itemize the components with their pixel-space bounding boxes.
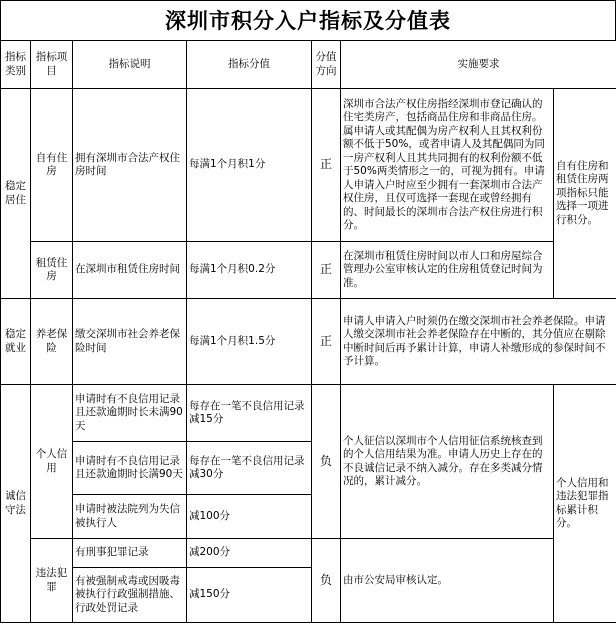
table-row xyxy=(1,89,616,242)
score-own-housing: 每满1个月积1分 xyxy=(187,89,312,242)
score-credit-1: 每存在一笔不良信用记录减15分 xyxy=(187,385,312,442)
item-own-housing: 自有住房 xyxy=(31,89,73,242)
description-pension: 缴交深圳市社会养老保险时间 xyxy=(73,299,187,385)
header-requirement: 实施要求 xyxy=(341,41,616,89)
score-pension: 每满1个月积1.5分 xyxy=(187,299,312,385)
header-item: 指标项目 xyxy=(31,41,73,89)
description-own-housing: 拥有深圳市合法产权住房时间 xyxy=(73,89,187,242)
requirement-crime: 由市公安局审核认定。 xyxy=(341,539,554,623)
description-crime-1: 有刑事犯罪记录 xyxy=(73,539,187,568)
table-row xyxy=(1,299,616,385)
score-rent-housing: 每满1个月积0.2分 xyxy=(187,242,312,299)
direction-own-housing: 正 xyxy=(312,89,341,242)
score-crime-2: 减150分 xyxy=(187,568,312,623)
note-residence: 自有住房和租赁住房两项指标只能选择一项进行积分。 xyxy=(554,89,616,299)
item-crime: 违法犯罪 xyxy=(31,539,73,623)
item-personal-credit: 个人信用 xyxy=(31,385,73,539)
description-credit-3: 申请时被法院列为失信被执行人 xyxy=(73,495,187,539)
item-rent-housing: 租赁住房 xyxy=(31,242,73,299)
requirement-personal-credit: 个人征信以深圳市个人信用征信系统核查到的个人信用结果为准。申请人历史上存在的不良诚信记录不纳入减分。存在多类减分情况的，累计减分。 xyxy=(341,385,554,539)
table-row xyxy=(1,385,616,442)
category-employment: 稳定就业 xyxy=(1,299,31,385)
direction-rent-housing: 正 xyxy=(312,242,341,299)
header-row xyxy=(1,41,616,89)
header-score: 指标分值 xyxy=(187,41,312,89)
description-credit-1: 申请时有不良信用记录且还款逾期时长未满90天 xyxy=(73,385,187,442)
direction-pension: 正 xyxy=(312,299,341,385)
description-crime-2: 有被强制戒毒或因吸毒被执行行政强制措施、行政处罚记录 xyxy=(73,568,187,623)
table-row xyxy=(1,242,616,299)
score-credit-2: 每存在一笔不良信用记录减30分 xyxy=(187,442,312,495)
direction-personal-credit: 负 xyxy=(312,385,341,539)
description-rent-housing: 在深圳市租赁住房时间 xyxy=(73,242,187,299)
description-credit-2: 申请时有不良信用记录且还款逾期时长满90天 xyxy=(73,442,187,495)
header-category: 指标类别 xyxy=(1,41,31,89)
requirement-rent-housing: 在深圳市租赁住房时间以市人口和房屋综合管理办公室审核认定的住房租赁登记时间为准。 xyxy=(341,242,554,299)
page-title: 深圳市积分入户指标及分值表 xyxy=(0,0,616,40)
direction-crime: 负 xyxy=(312,539,341,623)
category-credit: 诚信守法 xyxy=(1,385,31,623)
item-pension: 养老保险 xyxy=(31,299,73,385)
requirement-own-housing: 深圳市合法产权住房指经深圳市登记确认的住宅类房产，包括商品住房和非商品住房。属申请人或其配偶为房产权利人且其权利份额不低于50%，或者申请人及其配偶同为同一房产权利人且其共同拥有的权利份额不低于50%两类情形之一的，可视为拥有。申请人申请入户时应至少拥有一套深圳市合法产权住房，且仅可选择一套现在或曾经拥有的、时间最长的深圳市合法产权住房进行积分。 xyxy=(341,89,554,242)
score-credit-3: 减100分 xyxy=(187,495,312,539)
header-direction: 分值方向 xyxy=(312,41,341,89)
category-residence: 稳定居住 xyxy=(1,89,31,299)
requirement-pension: 申请人申请入户时须仍在缴交深圳市社会养老保险。申请人缴交深圳市社会养老保险存在中断的，其分值应在剔除中断时间后再予累计计算，申请人补缴形成的参保时间不予计算。 xyxy=(341,299,616,385)
table-row xyxy=(1,539,616,568)
score-crime-1: 减200分 xyxy=(187,539,312,568)
header-description: 指标说明 xyxy=(73,41,187,89)
points-table xyxy=(0,40,616,623)
note-credit: 个人信用和违法犯罪指标累计积分。 xyxy=(554,385,616,623)
